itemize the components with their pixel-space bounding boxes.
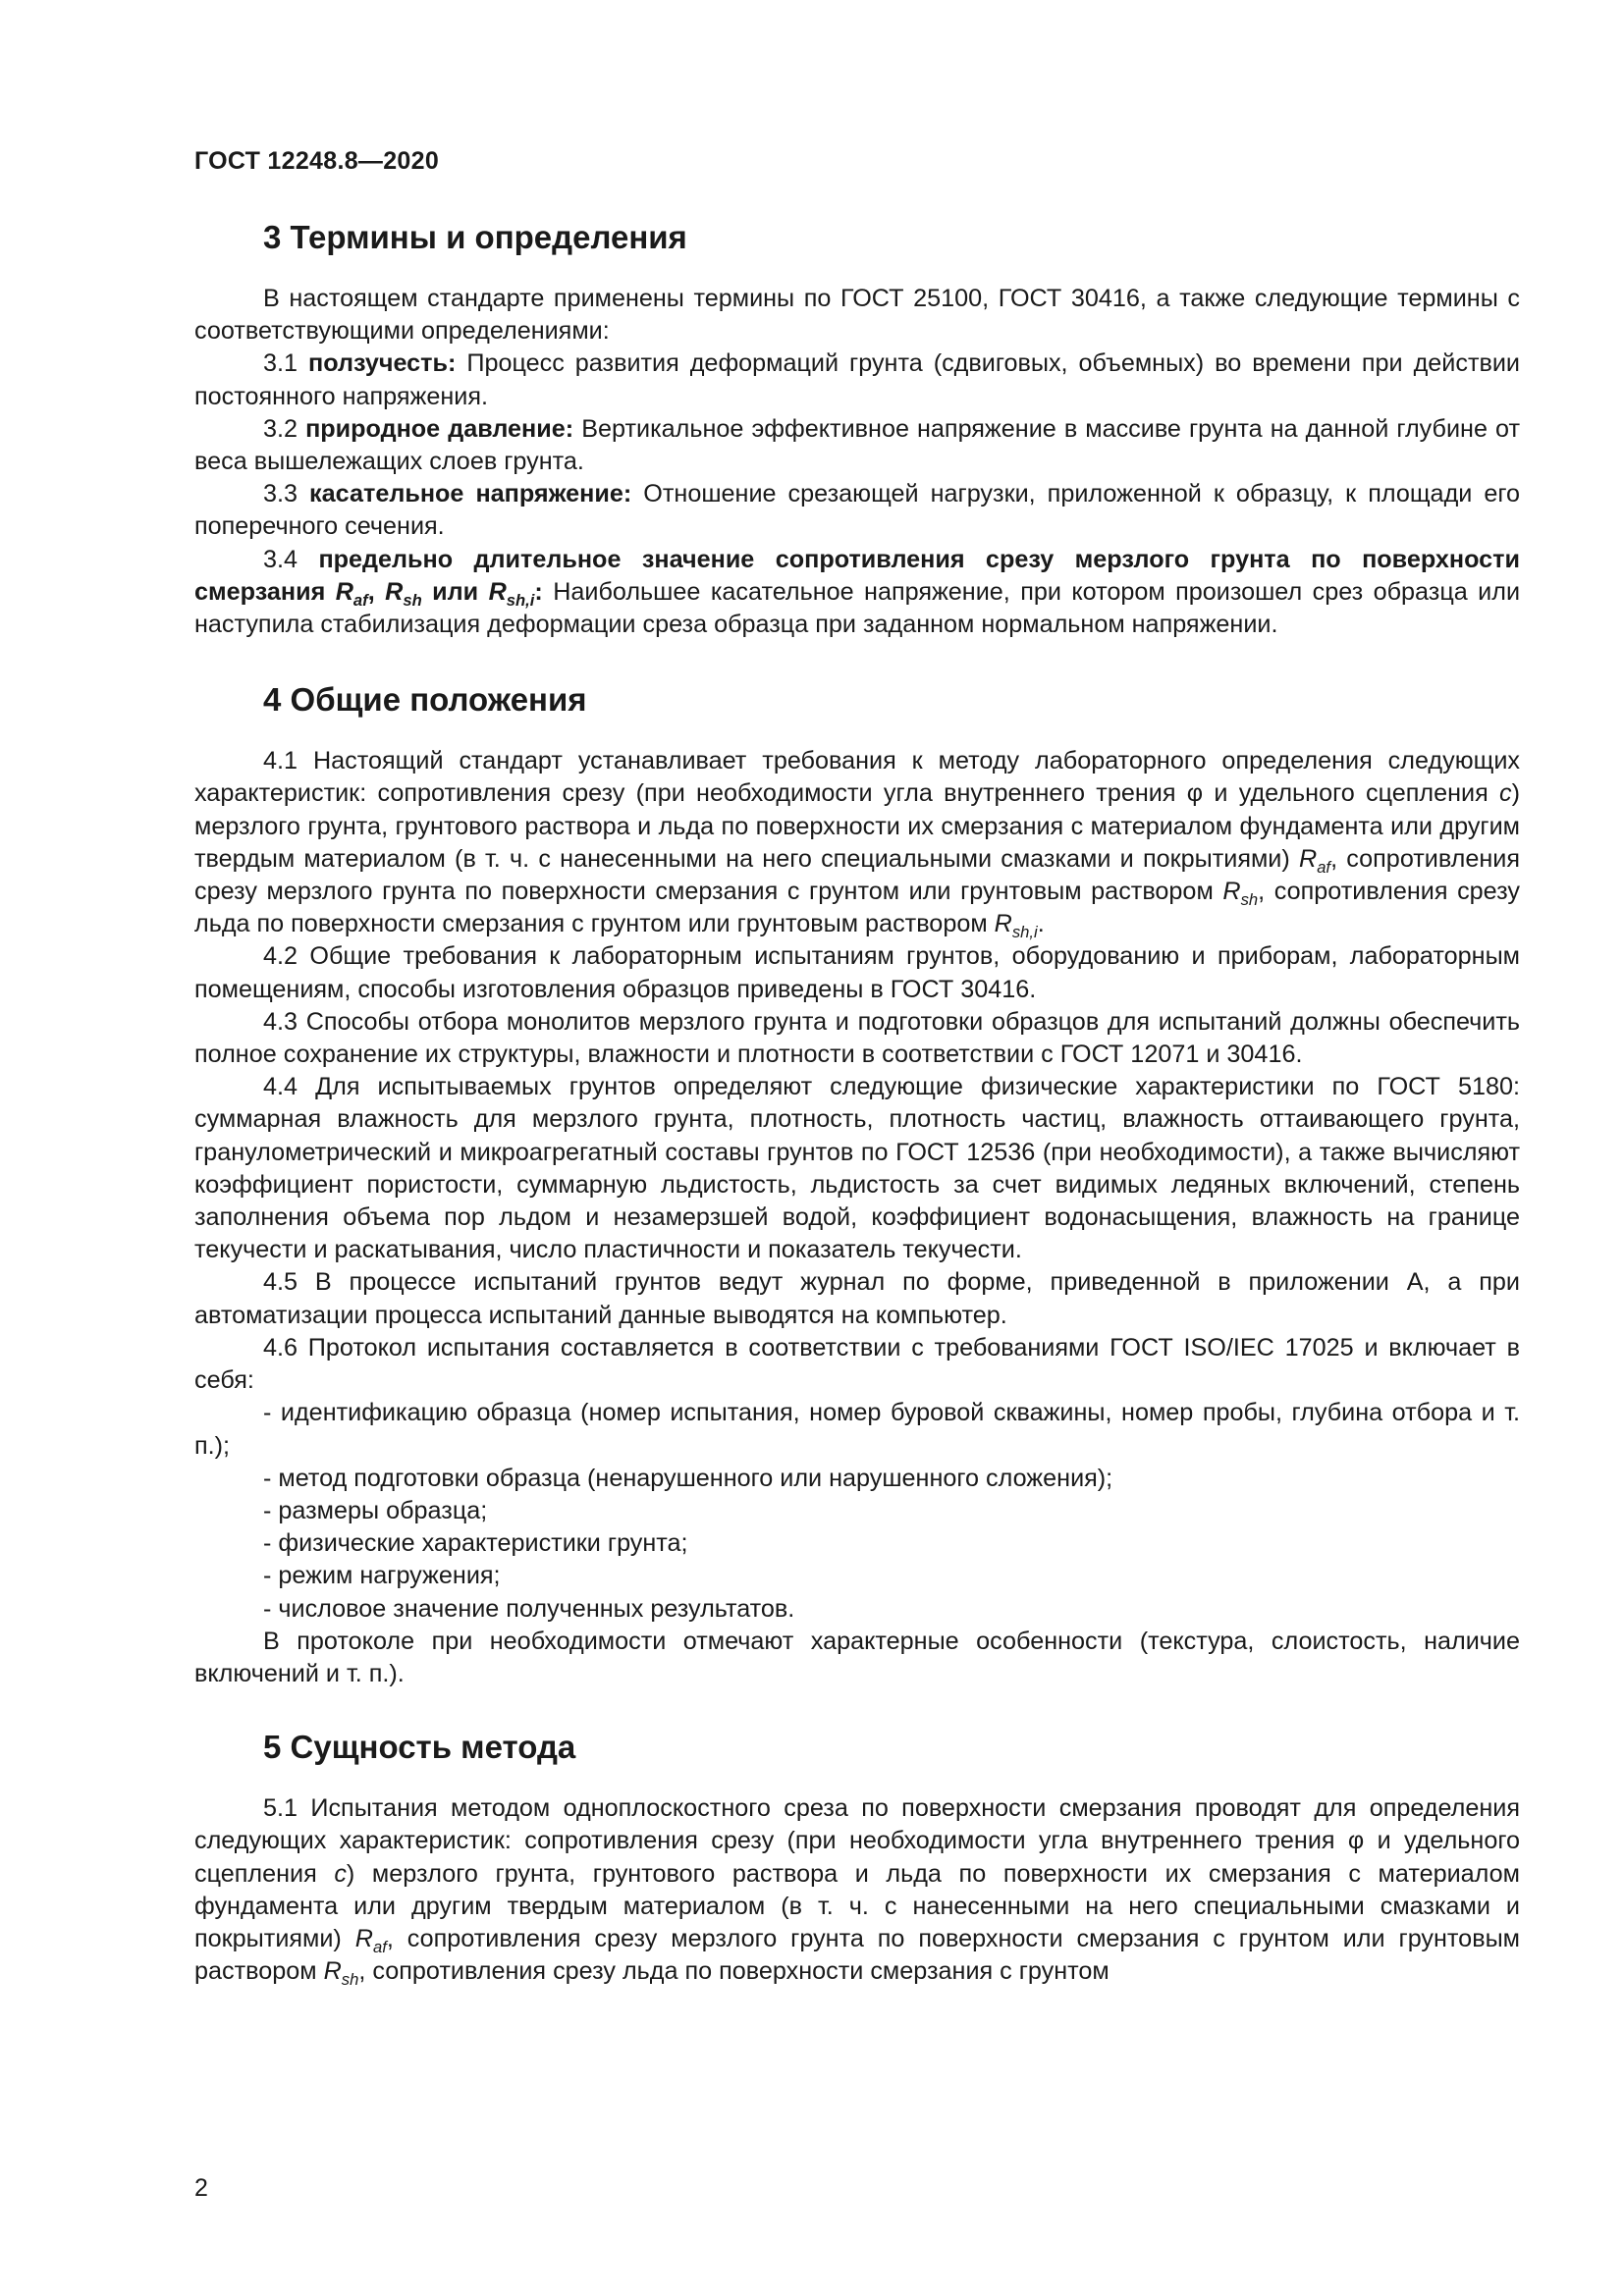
section-5-heading: 5 Сущность метода [263, 1729, 576, 1766]
section-3-heading: 3 Термины и определения [263, 219, 687, 255]
clause-4-6: 4.6 Протокол испытания составляется в соответствии с требованиями ГОСТ ISO/IEC 17025 и включает в себя: [194, 1333, 1520, 1395]
clause-4-4: 4.4 Для испытываемых грунтов определяют следующие физические характеристики по ГОСТ 5180: суммарная влажность для мерзлого грунта, плотность, плотность частиц, влажность оттаивающего грунта, гранулометрический и микроагрегатный составы грунтов по ГОСТ 12536 (при необходимости), а также вычисляют коэффициент пористости, суммарную льдистость, льдистость за счет видимых ледяных включений, степень заполнения объема пор льдом и незамерзшей водой, коэффициент водонасыщения, влажность на границе текучести и раскатывания, число пластичности и показатель текучести. [194, 1073, 1520, 1264]
symbol-r-af: $R_{af}$ [1298, 844, 1331, 877]
clause-4-2: 4.2 Общие требования к лабораторным испытаниям грунтов, оборудованию и приборам, лабораторным помещениям, способы изготовления образцов приведены в ГОСТ 30416. [194, 942, 1520, 1003]
list-item: - размеры образца; [263, 1496, 488, 1524]
list-item: - режим нагружения; [263, 1562, 501, 1590]
section-3-intro: В настоящем стандарте применены термины по ГОСТ 25100, ГОСТ 30416, а также следующие термины с соответствующими определениями: [194, 285, 1520, 346]
list-item: - метод подготовки образца (ненарушенного или нарушенного сложения); [263, 1464, 1113, 1492]
list-item: - физические характеристики грунта; [263, 1529, 688, 1558]
symbol-r-sh-i: $R_{sh,i}$ [488, 577, 535, 610]
clause-4-5: 4.5 В процессе испытаний грунтов ведут журнал по форме, приведенной в приложении А, а при автоматизации процесса испытаний данные выводятся на компьютер. [194, 1268, 1520, 1329]
term-name: касательное напряжение: [309, 480, 632, 508]
term-definition: Отношение срезающей нагрузки, приложенной к образцу, к площади его поперечного сечения. [194, 480, 1521, 541]
symbol-r-af: $R_{af}$ [354, 1924, 387, 1956]
symbol-r-sh: $R_{sh}$ [385, 577, 422, 610]
term-number: 3.3 [263, 480, 310, 508]
term-3-3 [194, 478, 1520, 543]
term-text: предельно длительное значение сопротивления срезу мерзлого грунта по поверхности смерзания [194, 545, 1520, 606]
symbol-c: c [334, 1859, 347, 1888]
page-content [194, 218, 1520, 1988]
term-number: 3.2 [263, 414, 306, 443]
clause-4-3: 4.3 Способы отбора монолитов мерзлого грунта и подготовки образцов для испытаний должны обеспечить полное сохранение их структуры, влажности и плотности в соответствии с ГОСТ 12071 и 30416. [194, 1007, 1520, 1069]
symbol-r-af: $R_{af}$ [335, 577, 368, 610]
symbol-r-sh-i: $R_{sh,i}$ [994, 910, 1038, 942]
clause-4-6-note: В протоколе при необходимости отмечают характерные особенности (текстура, слоистость, наличие включений и т. п.). [194, 1627, 1520, 1687]
term-name: природное давление: [305, 414, 574, 443]
page-number: 2 [194, 2174, 208, 2202]
term-number: 3.4 [263, 545, 319, 573]
term-3-4 [194, 544, 1520, 642]
term-name: предельно длительное значение сопротивления срезу мерзлого грунта по поверхности смерзания $R_{af}$, $R_{sh}$ или $R_{sh,i}$: [194, 545, 1520, 610]
list-item: - числовое значение полученных результатов. [263, 1594, 795, 1623]
term-3-2 [194, 413, 1520, 478]
term-name: ползучесть: [308, 349, 457, 378]
symbol-r-sh: $R_{sh}$ [323, 1957, 359, 1989]
document-code: ГОСТ 12248.8—2020 [194, 147, 440, 175]
clause-4-1: 4.1 Настоящий стандарт устанавливает требования к методу лабораторного определения следующих характеристик: сопротивления срезу (при необходимости угла внутреннего трения φ и удельного сцепления c) мерзлого грунта, грунтового раствора и льда по поверхности их смерзания с материалом фундамента или другим твердым материалом (в т. ч. с нанесенными на него специальными смазками и покрытиями) $R_{af}$, сопротивления срезу мерзлого грунта по поверхности смерзания с грунтом или грунтовым раствором $R_{sh}$, сопротивления срезу льда по поверхности смерзания с грунтом или грунтовым раствором $R_{sh,i}$. [194, 747, 1521, 942]
term-definition: Процесс развития деформаций грунта (сдвиговых, объемных) во времени при действии постоянного напряжения. [194, 349, 1520, 410]
term-definition: Вертикальное эффективное напряжение в массиве грунта на данной глубине от веса вышележащих слоев грунта. [194, 414, 1520, 476]
clause-5-1: 5.1 Испытания методом одноплоскостного среза по поверхности смерзания проводят для определения следующих характеристик: сопротивления срезу (при необходимости угла внутреннего трения φ и удельного сцепления c) мерзлого грунта, грунтового раствора и льда по поверхности их смерзания с материалом фундамента или другим твердым материалом (в т. ч. с нанесенными на него специальными смазками и покрытиями) $R_{af}$, сопротивления срезу мерзлого грунта по поверхности смерзания с грунтом или грунтовым раствором $R_{sh}$, сопротивления срезу льда по поверхности смерзания с грунтом [194, 1794, 1520, 1989]
list-item: - идентификацию образца (номер испытания, номер буровой скважины, номер пробы, глубина отбора и т. п.); [194, 1399, 1520, 1460]
symbol-r-sh: $R_{sh}$ [1222, 878, 1259, 909]
term-3-1 [194, 347, 1520, 412]
term-number: 3.1 [263, 349, 308, 378]
symbol-c: c [1499, 779, 1512, 808]
term-definition: Наибольшее касательное напряжение, при котором произошел срез образца или наступила стабилизация деформации среза образца при заданном нормальном напряжении. [194, 577, 1521, 639]
section-4-heading: 4 Общие положения [263, 681, 587, 719]
